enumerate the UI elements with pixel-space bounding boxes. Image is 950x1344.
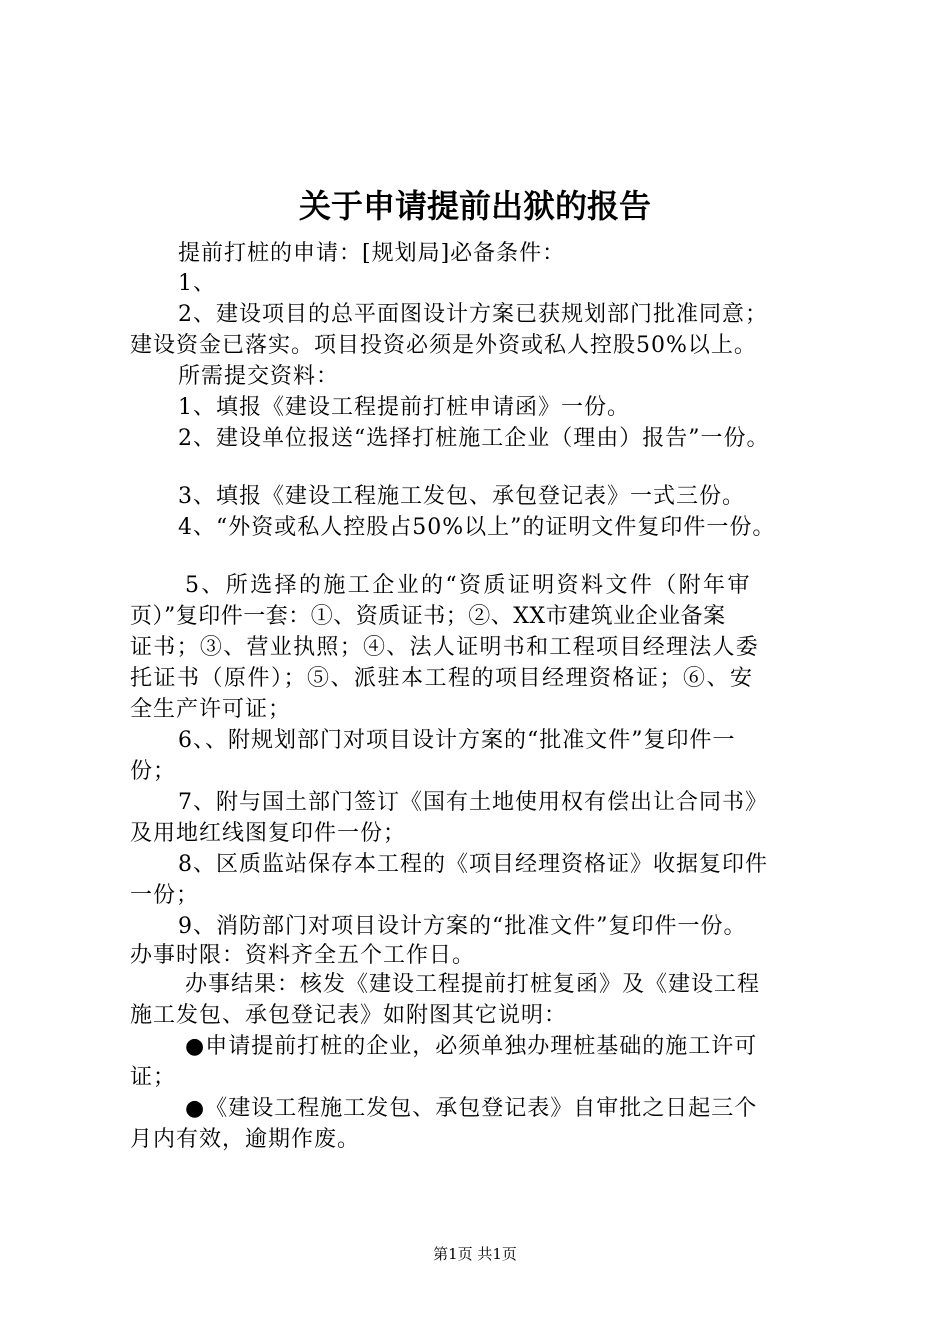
text-line: 证； xyxy=(130,1065,177,1090)
text-line: 7、附与国土部门签订《国有土地使用权有偿出让合同书》 xyxy=(178,790,768,815)
text-line: 办事结果：核发《建设工程提前打桩复函》及《建设工程 xyxy=(185,972,761,997)
text-line: 8、区质监站保存本工程的《项目经理资格证》收据复印件 xyxy=(178,852,768,877)
text-line: ●《建设工程施工发包、承包登记表》自审批之日起三个 xyxy=(185,1096,758,1121)
text-line: 办事时限：资料齐全五个工作日。 xyxy=(130,943,476,968)
page-footer: 第1页 共1页 xyxy=(433,1245,517,1263)
text-line: 1、填报《建设工程提前打桩申请函》一份。 xyxy=(178,395,630,420)
text-line: ●申请提前打桩的企业，必须单独办理桩基础的施工许可 xyxy=(185,1034,758,1059)
text-line: 3、填报《建设工程施工发包、承包登记表》一式三份。 xyxy=(178,484,745,509)
text-line: 2、建设单位报送“选择打桩施工企业（理由）报告”一份。 xyxy=(178,426,770,451)
text-line: 1、 xyxy=(178,271,216,296)
text-line: 页）”复印件一套：①、资质证书；②、XX市建筑业企业备案 xyxy=(130,604,726,629)
text-line: 一份； xyxy=(130,883,200,908)
text-line: 提前打桩的申请：[规划局]必备条件： xyxy=(178,241,566,266)
text-line: 月内有效，逾期作废。 xyxy=(130,1127,361,1152)
text-line: 5、所选择的施工企业的“资质证明资料文件（附年审 xyxy=(185,573,752,598)
text-line: 建设资金已落实。项目投资必须是外资或私人控股50%以上。 xyxy=(130,333,757,358)
text-line: 托证书（原件）；⑤、派驻本工程的项目经理资格证；⑥、安 xyxy=(130,666,754,691)
text-line: 9、消防部门对项目设计方案的“批准文件”复印件一份。 xyxy=(178,914,747,939)
text-line: 6、、附规划部门对项目设计方案的“批准文件”复印件一 xyxy=(178,728,736,753)
text-line: 证书；③、营业执照；④、法人证明书和工程项目经理法人委 xyxy=(130,635,760,660)
document-title: 关于申请提前出狱的报告 xyxy=(298,187,651,225)
text-line: 份； xyxy=(130,759,177,784)
text-line: 施工发包、承包登记表》如附图其它说明： xyxy=(130,1003,568,1028)
text-line: 所需提交资料： xyxy=(178,364,340,389)
text-line: 全生产许可证； xyxy=(130,697,292,722)
text-line: 2、建设项目的总平面图设计方案已获规划部门批准同意； xyxy=(178,302,768,327)
text-line: 4、“外资或私人控股占50%以上”的证明文件复印件一份。 xyxy=(178,515,776,540)
text-line: 及用地红线图复印件一份； xyxy=(130,821,407,846)
